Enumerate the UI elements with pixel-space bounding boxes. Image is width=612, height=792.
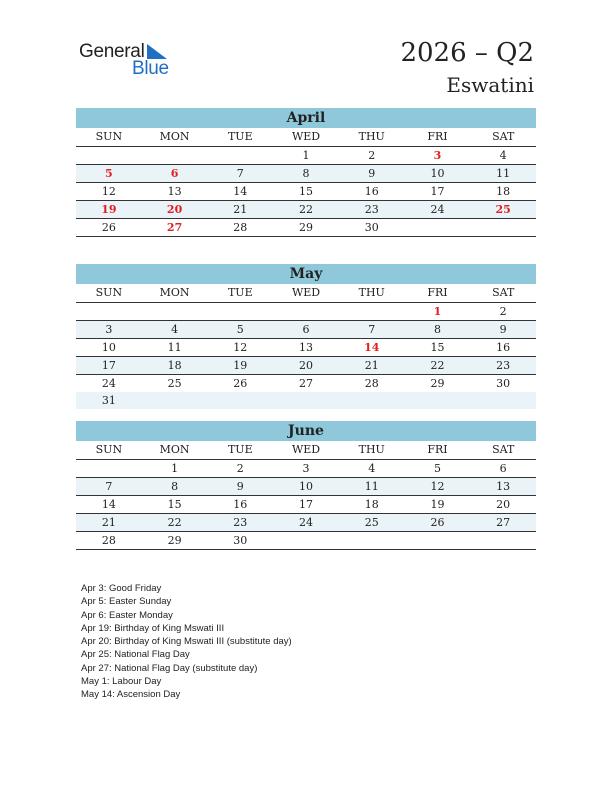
calendar-april — [76, 108, 536, 237]
calendar-may — [76, 264, 536, 409]
weekday-label: THU — [358, 286, 385, 299]
date-cell — [207, 392, 273, 409]
weekday-label: WED — [291, 286, 321, 299]
holiday-date-cell: 25 — [495, 203, 511, 216]
date-cell: 12 — [430, 480, 445, 493]
logo-text-blue: Blue — [132, 58, 169, 79]
date-cell: 30 — [233, 534, 248, 547]
weekday-label: FRI — [427, 286, 448, 299]
date-cell — [470, 219, 536, 236]
date-cell: 17 — [101, 359, 116, 372]
date-cell: 23 — [496, 359, 511, 372]
weekday-label: MON — [159, 286, 190, 299]
date-cell: 1 — [302, 149, 310, 162]
date-cell: 16 — [496, 341, 511, 354]
date-cell: 4 — [368, 462, 376, 475]
holiday-date-cell: 20 — [166, 203, 183, 216]
date-cell: 10 — [101, 341, 116, 354]
date-cell: 22 — [430, 359, 445, 372]
calendar-week-row — [76, 514, 536, 532]
date-cell: 16 — [233, 498, 248, 511]
calendar-week-row — [76, 460, 536, 478]
date-cell: 5 — [433, 462, 441, 475]
date-cell: 18 — [496, 185, 511, 198]
weekday-label: FRI — [427, 443, 448, 456]
holiday-list-item: Apr 5: Easter Sunday — [81, 596, 172, 608]
date-cell: 13 — [299, 341, 314, 354]
weekday-label: MON — [159, 443, 190, 456]
date-cell: 19 — [430, 498, 445, 511]
weekday-label: SUN — [95, 286, 123, 299]
date-cell: 30 — [496, 377, 511, 390]
date-cell: 29 — [167, 534, 182, 547]
date-cell — [273, 532, 339, 549]
page-title: 2026 – Q2 — [400, 38, 534, 68]
calendar-week-row — [76, 165, 536, 183]
date-cell: 24 — [430, 203, 445, 216]
date-cell: 26 — [430, 516, 445, 529]
calendar-week-row — [76, 147, 536, 165]
date-cell: 18 — [167, 359, 182, 372]
date-cell: 17 — [430, 185, 445, 198]
holiday-list-item: May 14: Ascension Day — [81, 689, 181, 701]
holiday-list-item: May 1: Labour Day — [81, 676, 162, 688]
date-cell: 20 — [496, 498, 511, 511]
weekday-label: SUN — [95, 443, 123, 456]
date-cell: 6 — [499, 462, 507, 475]
country-name: Eswatini — [446, 73, 534, 97]
date-cell — [76, 147, 142, 164]
weekday-header-row — [76, 441, 536, 460]
weekday-header-row — [76, 284, 536, 303]
holiday-list — [81, 582, 292, 702]
date-cell — [273, 303, 339, 320]
date-cell: 5 — [236, 323, 244, 336]
logo-text-general: General — [79, 41, 145, 62]
date-cell: 1 — [171, 462, 179, 475]
date-cell: 8 — [171, 480, 179, 493]
date-cell: 27 — [496, 516, 511, 529]
date-cell — [405, 392, 471, 409]
date-cell: 9 — [499, 323, 507, 336]
date-cell — [76, 303, 142, 320]
date-cell — [142, 147, 208, 164]
date-cell: 26 — [101, 221, 116, 234]
date-cell — [405, 219, 471, 236]
weekday-label: THU — [358, 443, 385, 456]
date-cell — [470, 392, 536, 409]
date-cell — [142, 303, 208, 320]
date-cell: 11 — [167, 341, 182, 354]
date-cell: 18 — [364, 498, 379, 511]
date-cell: 9 — [236, 480, 244, 493]
calendar-week-row — [76, 303, 536, 321]
date-cell: 7 — [236, 167, 244, 180]
weekday-label: WED — [291, 443, 321, 456]
date-cell: 4 — [171, 323, 179, 336]
date-cell: 16 — [364, 185, 379, 198]
date-cell: 7 — [105, 480, 113, 493]
calendar-week-row — [76, 183, 536, 201]
calendar-week-row — [76, 392, 536, 409]
holiday-list-item: Apr 20: Birthday of King Mswati III (substitute day) — [81, 636, 292, 648]
date-cell — [339, 392, 405, 409]
month-header: June — [76, 421, 536, 441]
weekday-label: SAT — [492, 130, 515, 143]
date-cell: 10 — [430, 167, 445, 180]
date-cell: 11 — [364, 480, 379, 493]
calendar-week-row — [76, 339, 536, 357]
date-cell: 21 — [364, 359, 379, 372]
date-cell: 30 — [364, 221, 379, 234]
logo — [79, 40, 179, 80]
weekday-label: TUE — [227, 286, 253, 299]
weekday-label: MON — [159, 130, 190, 143]
date-cell — [207, 303, 273, 320]
date-cell: 24 — [299, 516, 314, 529]
date-cell: 21 — [233, 203, 248, 216]
weekday-label: FRI — [427, 130, 448, 143]
holiday-date-cell: 5 — [105, 167, 113, 180]
date-cell: 7 — [368, 323, 376, 336]
date-cell: 13 — [167, 185, 182, 198]
date-cell: 20 — [299, 359, 314, 372]
weekday-label: THU — [358, 130, 385, 143]
date-cell: 22 — [167, 516, 182, 529]
date-cell: 21 — [101, 516, 116, 529]
date-cell: 19 — [233, 359, 248, 372]
holiday-date-cell: 3 — [433, 149, 442, 162]
weekday-label: WED — [291, 130, 321, 143]
date-cell: 4 — [499, 149, 507, 162]
date-cell: 8 — [433, 323, 441, 336]
holiday-list-item: Apr 27: National Flag Day (substitute day) — [81, 662, 258, 674]
weekday-label: TUE — [227, 130, 253, 143]
weekday-header-row — [76, 128, 536, 147]
date-cell: 15 — [299, 185, 314, 198]
date-cell: 2 — [499, 305, 507, 318]
date-cell: 29 — [430, 377, 445, 390]
date-cell — [339, 532, 405, 549]
calendar-week-row — [76, 321, 536, 339]
date-cell — [76, 460, 142, 477]
date-cell: 25 — [167, 377, 182, 390]
date-cell: 14 — [233, 185, 248, 198]
date-cell: 2 — [236, 462, 244, 475]
date-cell: 12 — [233, 341, 248, 354]
holiday-list-item: Apr 6: Easter Monday — [81, 609, 173, 621]
holiday-date-cell: 27 — [166, 221, 183, 234]
date-cell: 25 — [364, 516, 379, 529]
date-cell: 27 — [299, 377, 314, 390]
calendar-week-row — [76, 357, 536, 375]
date-cell: 15 — [430, 341, 445, 354]
date-cell — [470, 532, 536, 549]
date-cell: 6 — [302, 323, 310, 336]
holiday-date-cell: 1 — [433, 305, 442, 318]
date-cell: 17 — [299, 498, 314, 511]
date-cell: 13 — [496, 480, 511, 493]
date-cell — [207, 147, 273, 164]
date-cell: 28 — [101, 534, 116, 547]
date-cell — [142, 392, 208, 409]
calendar-june — [76, 421, 536, 550]
date-cell: 24 — [101, 377, 116, 390]
holiday-list-item: Apr 25: National Flag Day — [81, 649, 190, 661]
date-cell: 3 — [105, 323, 113, 336]
date-cell: 12 — [101, 185, 116, 198]
calendar-week-row — [76, 201, 536, 219]
calendar-week-row — [76, 478, 536, 496]
date-cell: 14 — [101, 498, 116, 511]
holiday-date-cell: 6 — [170, 167, 179, 180]
date-cell: 28 — [364, 377, 379, 390]
calendar-week-row — [76, 219, 536, 237]
date-cell: 2 — [368, 149, 376, 162]
holiday-date-cell: 19 — [101, 203, 117, 216]
date-cell: 10 — [299, 480, 314, 493]
date-cell: 15 — [167, 498, 182, 511]
month-header: May — [76, 264, 536, 284]
holiday-list-item: Apr 3: Good Friday — [81, 583, 162, 594]
date-cell — [273, 392, 339, 409]
weekday-label: TUE — [227, 443, 253, 456]
calendar-week-row — [76, 496, 536, 514]
month-header: April — [76, 108, 536, 128]
date-cell: 9 — [368, 167, 376, 180]
date-cell: 29 — [299, 221, 314, 234]
date-cell: 11 — [496, 167, 511, 180]
date-cell: 8 — [302, 167, 310, 180]
date-cell: 23 — [364, 203, 379, 216]
weekday-label: SAT — [492, 286, 515, 299]
date-cell: 23 — [233, 516, 248, 529]
calendar-week-row — [76, 375, 536, 392]
holiday-list-item: Apr 19: Birthday of King Mswati III — [81, 622, 225, 634]
date-cell — [339, 303, 405, 320]
logo-triangle-icon — [147, 44, 167, 59]
weekday-label: SAT — [492, 443, 515, 456]
date-cell: 31 — [101, 394, 116, 407]
weekday-label: SUN — [95, 130, 123, 143]
date-cell — [405, 532, 471, 549]
date-cell: 3 — [302, 462, 310, 475]
holiday-date-cell: 14 — [364, 341, 380, 354]
calendar-week-row — [76, 532, 536, 550]
date-cell: 28 — [233, 221, 248, 234]
date-cell: 26 — [233, 377, 248, 390]
date-cell: 22 — [299, 203, 314, 216]
